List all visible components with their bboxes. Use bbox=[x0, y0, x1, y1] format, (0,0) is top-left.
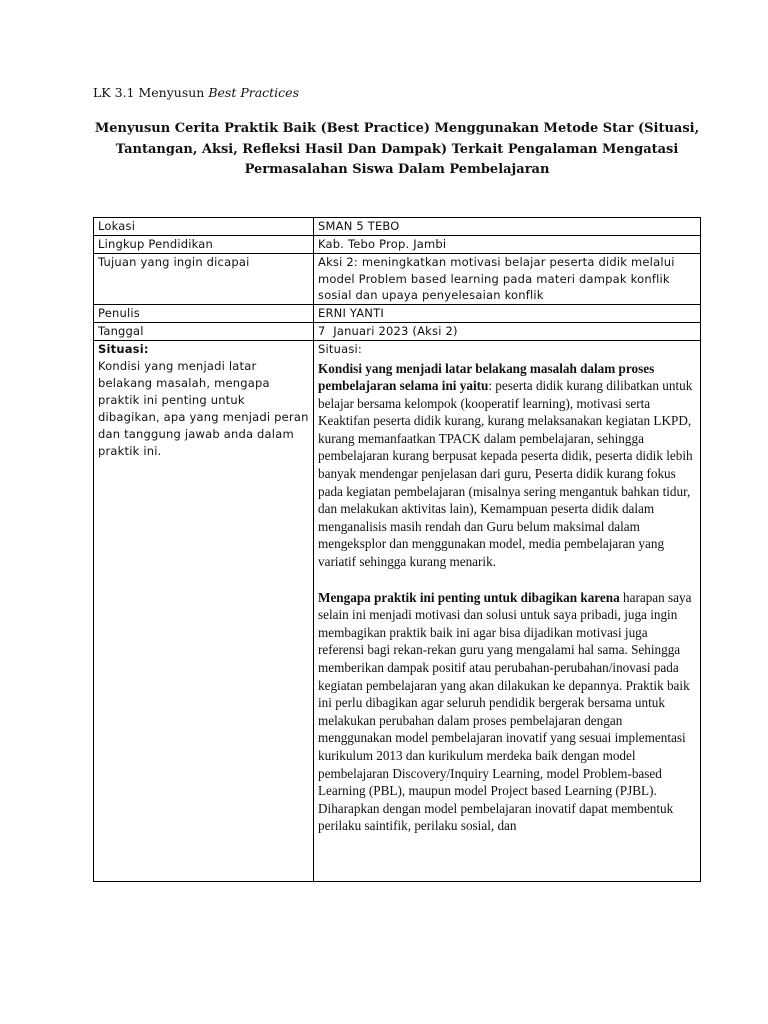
heading-prefix: LK 3.1 Menyusun bbox=[93, 85, 209, 100]
situasi-paragraph-1 bbox=[318, 360, 696, 571]
table-row-tujuan bbox=[94, 254, 701, 305]
situasi-content-cell bbox=[314, 340, 701, 881]
table-row-situasi bbox=[94, 340, 701, 881]
paragraph-1-text: : peserta didik kurang dilibatkan untuk belajar bersama kelompok (kooperatif learning), motivasi serta Keaktifan peserta didik kurang, kurang melaksanakan kegiatan LKPD, kurang memanfaatkan TPACK dalam pembelajaran, sehingga pembelajaran kurang berpusat kepada peserta didik, peserta didik lebih banyak mendengar penjelasan dari guru, Peserta didik kurang fokus pada kegiatan pembelajaran (misalnya sering mengantuk bahkan tidur, dan melakukan aktivitas lain), Kemampuan peserta didik dalam menganalisis masih rendah dan Guru belum maksimal dalam mengeksplor dan menggunakan model, media pembelajaran yang variatif sehingga kurang menarik. bbox=[318, 378, 693, 570]
situasi-label-cell bbox=[94, 340, 314, 881]
heading-italic: Best Practices bbox=[208, 85, 299, 100]
paragraph-2-text: harapan saya selain ini menjadi motivasi dan solusi untuk saya pribadi, juga ingin membagikan praktik baik ini agar bisa dijadikan motivasi juga referensi bagi rekan-rekan guru yang mengalami hal sama. Sehingga memberikan dampak positif atau perubahan-perubahan/inovasi pada kegiatan pembelajaran yang akan dilakukan ke depannya. Praktik baik ini perlu dibagikan agar seluruh pendidik bergerak bersama untuk melakukan perubahan dalam proses pembelajaran dengan menggunakan model pembelajaran inovatif yang sesuai implementasi kurikulum 2013 dan kurikulum merdeka baik dengan model pembelajaran Discovery/Inquiry Learning, model Problem-based Learning (PBL), maupun model Project based Learning (PJBL). Diharapkan dengan model pembelajaran inovatif dapat membentuk perilaku saintifik, perilaku sosial, dan bbox=[318, 589, 692, 834]
table-row-penulis bbox=[94, 304, 701, 322]
table-row-tanggal bbox=[94, 322, 701, 340]
table-row-lingkup bbox=[94, 236, 701, 254]
label-cell: Tanggal bbox=[94, 322, 314, 340]
label-cell: Lingkup Pendidikan bbox=[94, 236, 314, 254]
value-cell: Aksi 2: meningkatkan motivasi belajar peserta didik melalui model Problem based learning pada materi dampak konflik sosial dan upaya penyelesaian konflik bbox=[314, 254, 701, 305]
value-cell: 7 Januari 2023 (Aksi 2) bbox=[314, 322, 701, 340]
paragraph-2-lead: Mengapa praktik ini penting untuk dibagikan karena bbox=[318, 589, 620, 605]
label-cell: Penulis bbox=[94, 304, 314, 322]
label-cell: Tujuan yang ingin dicapai bbox=[94, 254, 314, 305]
value-cell: Kab. Tebo Prop. Jambi bbox=[314, 236, 701, 254]
value-cell: ERNI YANTI bbox=[314, 304, 701, 322]
situasi-label-description: Kondisi yang menjadi latar belakang masalah, mengapa praktik ini penting untuk dibagikan, apa yang menjadi peran dan tanggung jawab anda dalam praktik ini. bbox=[98, 358, 309, 458]
document-heading bbox=[93, 85, 299, 100]
best-practice-table bbox=[93, 217, 701, 882]
table-row-lokasi bbox=[94, 218, 701, 236]
paragraph-spacer bbox=[318, 571, 696, 589]
paragraph-1-lead: Kondisi yang menjadi latar belakang masalah dalam proses pembelajaran selama ini yaitu bbox=[318, 360, 655, 394]
label-cell: Lokasi bbox=[94, 218, 314, 236]
value-cell: SMAN 5 TEBO bbox=[314, 218, 701, 236]
document-title: Menyusun Cerita Praktik Baik (Best Practice) Menggunakan Metode Star (Situasi, Tantangan, Aksi, Refleksi Hasil Dan Dampak) Terkait Pengalaman Mengatasi Permasalahan Siswa Dalam Pembelajaran bbox=[94, 121, 700, 177]
situasi-content-title: Situasi: bbox=[318, 341, 363, 356]
situasi-paragraph-2 bbox=[318, 589, 696, 835]
situasi-label-title: Situasi: bbox=[98, 341, 149, 356]
